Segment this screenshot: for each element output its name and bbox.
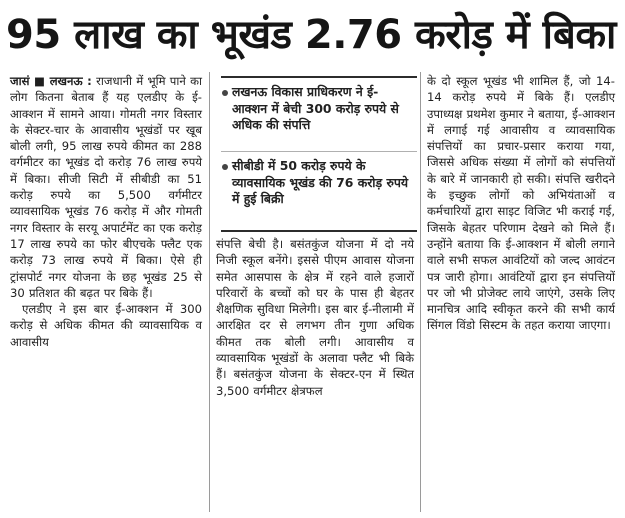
highlight-separator <box>221 151 417 152</box>
highlight-point-1: लखनऊ विकास प्राधिकरण ने ई-आक्शन में बेची 300 करोड़ रुपये से अधिक की संपत्ति <box>232 84 399 132</box>
article-column-2 <box>216 236 414 399</box>
byline: जासं ■ लखनऊ : <box>10 74 92 88</box>
article-paragraph-2: एलडीए ने इस बार ई-आक्शन में 300 करोड़ से अधिक कीमत की व्यावसायिक व आवासीय <box>10 302 202 349</box>
column-divider-left <box>209 72 210 512</box>
highlight-box-top-rule <box>221 76 417 78</box>
article-column-3 <box>427 73 615 334</box>
highlight-box-bottom-rule <box>221 230 417 232</box>
bullet-icon <box>222 90 228 96</box>
article-paragraph-1 <box>10 73 202 301</box>
article-paragraph-1-text: राजधानी में भूमि पाने का लोग कितना बेताब हैं यह एलडीए के ई-आक्शन में सामने आया। गोमती नगर विस्तार के सेक्टर-चार के आवासीय भूखंडों पर खूब बोली लगी, 95 लाख रुपये कीमत का 288 वर्गमीटर का भूखंड दो करोड़ 76 लाख रुपये में बिका। सीजी सिटी में सीबीडी का 51 करोड़ रुपये का 5,500 वर्गमीटर व्यावसायिक भूखंड 76 करोड़ में और गोमती नगर विस्तार के सरयू अपार्टमेंट का एक करोड़ 17 लाख रुपये का फोर बीएचके फ्लैट एक करोड़ 73 लाख रुपये में बिका। ऐसे ही ट्रांसपोर्ट नगर योजना के छह भूखंड 25 से 30 प्रतिशत की बढ़त पर बिके हैं। <box>10 74 203 300</box>
article-column-1 <box>10 73 202 350</box>
bullet-icon <box>222 164 228 170</box>
headline: 95 लाख का भूखंड 2.76 करोड़ में बिका <box>6 12 616 58</box>
article-column-2-text: संपत्ति बेची है। बसंतकुंज योजना में दो नये निजी स्कूल बनेंगे। इससे पीएम आवास योजना समेत आसपास के क्षेत्र में रहने वाले हजारों परिवारों के बच्चों को घर के पास ही बेहतर शैक्षणिक सुविधा मिलेगी। इस बार ई-नीलामी में आरक्षित दर से लगभग तीन गुणा अधिक कीमत तक बोली लगी। आवासीय व व्यावसायिक भूखंडों के अलावा फ्लैट भी बिके हैं। बसंतकुंज योजना के सेक्टर-एन में स्थित 3,500 वर्गमीटर क्षेत्रफल <box>216 237 414 398</box>
highlight-point-2: सीबीडी में 50 करोड़ रुपये के व्यावसायिक भूखंड की 76 करोड़ रुपये में हुई बिक्री <box>232 158 409 206</box>
article-column-3-text: के दो स्कूल भूखंड भी शामिल हैं, जो 14-14 करोड़ रुपये में बिके हैं। एलडीए उपाध्यक्ष प्रथमेश कुमार ने बताया, ई-आक्शन में लगाई गई आवासीय व व्यावसायिक संपत्तियों का प्रचार-प्रसार कराया गया, जिससे अधिक संख्या में लोगों को संपत्तियों के बारे में जानकारी हो सकी। संपत्ति खरीदने के इच्छुक लोगों को अभियंताओं व कर्मचारियों द्वारा साइट विजिट भी कराई गई, जिसके बेहतर परिणाम देखने को मिले हैं। उन्होंने बताया कि ई-आक्शन में बोली लगाने वाले सभी सफल आवंटियों को जल्द आवंटन पत्र जारी होगा। आवंटियों द्वारा इन संपत्तियों पर जो भी प्रोजेक्ट लाये जाएंगे, उसके लिए मानचित्र आदि स्वीकृत करने की सभी कार्य सिंगल विंडो सिस्टम के तहत कराया जाएगा। <box>427 74 615 333</box>
column-divider-right <box>420 72 421 512</box>
